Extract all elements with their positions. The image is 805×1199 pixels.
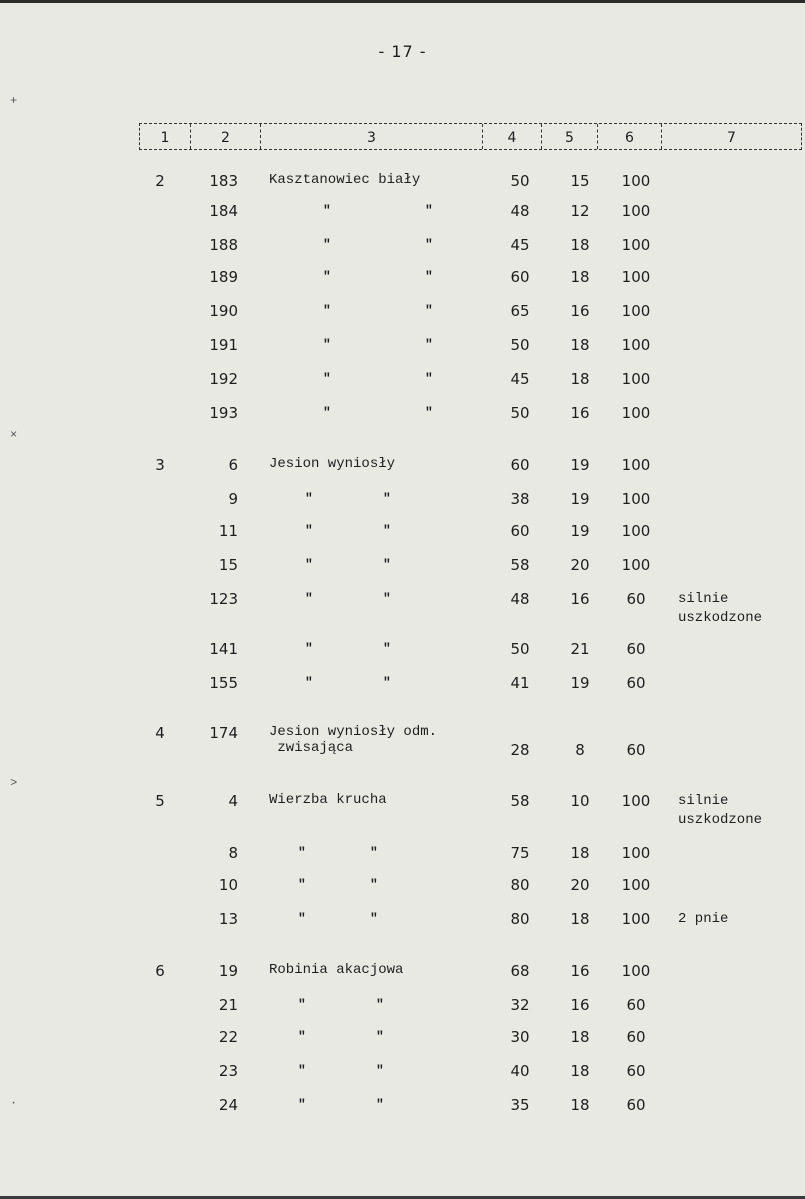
row-col4-value: 60 <box>510 456 530 474</box>
row-col4-value: 28 <box>510 741 530 759</box>
row-tree-number: 8 <box>228 844 238 862</box>
row-col6-value: 100 <box>621 910 651 928</box>
ditto-mark: " <box>298 1097 306 1112</box>
punch-mark: ˃ <box>10 776 18 790</box>
ditto-mark: " <box>425 269 433 284</box>
row-col4-value: 58 <box>510 792 530 810</box>
ditto-mark: " <box>323 337 331 352</box>
row-tree-number: 19 <box>218 962 238 980</box>
ditto-mark: " <box>305 591 313 606</box>
row-col4-value: 48 <box>510 590 530 608</box>
row-tree-number: 192 <box>209 370 238 388</box>
row-col6-value: 100 <box>621 404 651 422</box>
row-col5-value: 18 <box>570 1096 590 1114</box>
row-col6-value: 60 <box>626 640 646 658</box>
ditto-mark: " <box>298 1063 306 1078</box>
ditto-mark: " <box>323 303 331 318</box>
row-col4-value: 50 <box>510 336 530 354</box>
ditto-mark: " <box>298 911 306 926</box>
row-tree-number: 190 <box>209 302 238 320</box>
row-tree-number: 183 <box>209 172 238 190</box>
row-tree-number: 188 <box>209 236 238 254</box>
row-col6-value: 100 <box>621 236 651 254</box>
row-col6-value: 100 <box>621 876 651 894</box>
row-col6-value: 100 <box>621 456 651 474</box>
row-col5-value: 19 <box>570 522 590 540</box>
ditto-mark: " <box>305 675 313 690</box>
row-col5-value: 18 <box>570 1062 590 1080</box>
ditto-mark: " <box>425 405 433 420</box>
row-col5-value: 16 <box>570 996 590 1014</box>
row-col6-value: 100 <box>621 522 651 540</box>
row-col4-value: 32 <box>510 996 530 1014</box>
header-cell-1: 1 <box>140 124 191 149</box>
row-col6-value: 100 <box>621 490 651 508</box>
row-col4-value: 80 <box>510 876 530 894</box>
row-remark: silnie uszkodzone <box>678 793 763 828</box>
row-tree-number: 193 <box>209 404 238 422</box>
row-tree-number: 21 <box>218 996 238 1014</box>
ditto-mark: " <box>376 1029 384 1044</box>
row-group-number: 5 <box>155 792 165 810</box>
row-col4-value: 35 <box>510 1096 530 1114</box>
ditto-mark: " <box>323 269 331 284</box>
ditto-mark: " <box>305 523 313 538</box>
row-col6-value: 60 <box>626 996 646 1014</box>
row-col5-value: 18 <box>570 844 590 862</box>
ditto-mark: " <box>383 591 391 606</box>
row-group-number: 6 <box>155 962 165 980</box>
row-col6-value: 100 <box>621 268 651 286</box>
row-tree-number: 184 <box>209 202 238 220</box>
row-group-number: 3 <box>155 456 165 474</box>
ditto-mark: " <box>425 203 433 218</box>
row-col5-value: 19 <box>570 674 590 692</box>
row-col4-value: 45 <box>510 370 530 388</box>
row-col6-value: 100 <box>621 844 651 862</box>
ditto-mark: " <box>425 337 433 352</box>
ditto-mark: " <box>305 641 313 656</box>
row-col6-value: 60 <box>626 674 646 692</box>
row-species-name: Jesion wyniosły <box>269 456 396 472</box>
ditto-mark: " <box>370 877 378 892</box>
row-col5-value: 18 <box>570 268 590 286</box>
punch-mark: + <box>10 94 18 108</box>
row-col6-value: 100 <box>621 336 651 354</box>
table-header <box>139 123 802 150</box>
ditto-mark: " <box>425 371 433 386</box>
header-cell-4: 4 <box>483 124 542 149</box>
row-col5-value: 18 <box>570 236 590 254</box>
row-group-number: 2 <box>155 172 165 190</box>
ditto-mark: " <box>305 491 313 506</box>
row-col4-value: 48 <box>510 202 530 220</box>
row-col4-value: 50 <box>510 640 530 658</box>
ditto-mark: " <box>323 405 331 420</box>
row-col6-value: 100 <box>621 370 651 388</box>
row-col6-value: 100 <box>621 172 651 190</box>
ditto-mark: " <box>383 675 391 690</box>
row-tree-number: 10 <box>218 876 238 894</box>
row-col6-value: 100 <box>621 792 651 810</box>
ditto-mark: " <box>376 997 384 1012</box>
row-species-name: Wierzba krucha <box>269 792 387 808</box>
ditto-mark: " <box>376 1097 384 1112</box>
row-col4-value: 38 <box>510 490 530 508</box>
row-remark: 2 pnie <box>678 911 729 927</box>
row-col5-value: 16 <box>570 302 590 320</box>
row-col5-value: 18 <box>570 910 590 928</box>
row-tree-number: 4 <box>228 792 238 810</box>
row-tree-number: 141 <box>209 640 238 658</box>
row-tree-number: 191 <box>209 336 238 354</box>
page-top-edge <box>0 0 805 3</box>
header-cell-5: 5 <box>542 124 598 149</box>
row-col5-value: 8 <box>575 741 585 759</box>
ditto-mark: " <box>425 303 433 318</box>
row-tree-number: 24 <box>218 1096 238 1114</box>
row-species-name: Jesion wyniosły odm. zwisająca <box>269 724 438 756</box>
row-col4-value: 50 <box>510 172 530 190</box>
row-col5-value: 16 <box>570 962 590 980</box>
row-tree-number: 23 <box>218 1062 238 1080</box>
row-col6-value: 100 <box>621 556 651 574</box>
row-col6-value: 60 <box>626 590 646 608</box>
row-col4-value: 75 <box>510 844 530 862</box>
ditto-mark: " <box>305 557 313 572</box>
ditto-mark: " <box>383 523 391 538</box>
row-species-name: Kasztanowiec biały <box>269 172 421 188</box>
ditto-mark: " <box>370 845 378 860</box>
row-col6-value: 60 <box>626 741 646 759</box>
row-col6-value: 60 <box>626 1062 646 1080</box>
ditto-mark: " <box>383 641 391 656</box>
punch-mark: · <box>10 1096 18 1110</box>
row-col5-value: 20 <box>570 556 590 574</box>
row-col5-value: 21 <box>570 640 590 658</box>
row-col6-value: 100 <box>621 962 651 980</box>
row-col5-value: 19 <box>570 490 590 508</box>
ditto-mark: " <box>298 845 306 860</box>
ditto-mark: " <box>383 491 391 506</box>
row-col4-value: 40 <box>510 1062 530 1080</box>
row-tree-number: 189 <box>209 268 238 286</box>
row-col5-value: 15 <box>570 172 590 190</box>
header-cell-7: 7 <box>727 130 736 146</box>
row-col5-value: 16 <box>570 404 590 422</box>
row-col5-value: 20 <box>570 876 590 894</box>
header-cell-6: 6 <box>598 124 662 149</box>
row-tree-number: 155 <box>209 674 238 692</box>
row-col6-value: 100 <box>621 202 651 220</box>
row-species-name: Robinia akacjowa <box>269 962 404 978</box>
row-col4-value: 58 <box>510 556 530 574</box>
row-col4-value: 41 <box>510 674 530 692</box>
row-col6-value: 60 <box>626 1028 646 1046</box>
page-number: - 17 - <box>378 42 427 61</box>
row-col4-value: 30 <box>510 1028 530 1046</box>
row-col5-value: 18 <box>570 370 590 388</box>
row-col5-value: 18 <box>570 1028 590 1046</box>
row-col5-value: 16 <box>570 590 590 608</box>
row-col5-value: 19 <box>570 456 590 474</box>
row-col5-value: 10 <box>570 792 590 810</box>
row-tree-number: 13 <box>218 910 238 928</box>
header-cell-2: 2 <box>191 124 261 149</box>
ditto-mark: " <box>323 371 331 386</box>
ditto-mark: " <box>376 1063 384 1078</box>
row-col5-value: 12 <box>570 202 590 220</box>
row-col6-value: 100 <box>621 302 651 320</box>
row-col4-value: 80 <box>510 910 530 928</box>
row-tree-number: 11 <box>218 522 238 540</box>
row-col5-value: 18 <box>570 336 590 354</box>
ditto-mark: " <box>323 203 331 218</box>
ditto-mark: " <box>298 997 306 1012</box>
ditto-mark: " <box>298 877 306 892</box>
ditto-mark: " <box>323 237 331 252</box>
row-tree-number: 174 <box>209 724 238 742</box>
row-tree-number: 22 <box>218 1028 238 1046</box>
row-tree-number: 123 <box>209 590 238 608</box>
header-cell-3: 3 <box>261 124 483 149</box>
row-tree-number: 15 <box>218 556 238 574</box>
punch-mark: × <box>10 428 18 442</box>
row-col4-value: 50 <box>510 404 530 422</box>
row-col4-value: 60 <box>510 522 530 540</box>
row-group-number: 4 <box>155 724 165 742</box>
ditto-mark: " <box>383 557 391 572</box>
row-remark: silnie uszkodzone <box>678 591 763 626</box>
row-col4-value: 65 <box>510 302 530 320</box>
row-tree-number: 9 <box>228 490 238 508</box>
row-col4-value: 45 <box>510 236 530 254</box>
ditto-mark: " <box>298 1029 306 1044</box>
row-col4-value: 60 <box>510 268 530 286</box>
row-col4-value: 68 <box>510 962 530 980</box>
row-col6-value: 60 <box>626 1096 646 1114</box>
ditto-mark: " <box>370 911 378 926</box>
row-tree-number: 6 <box>228 456 238 474</box>
ditto-mark: " <box>425 237 433 252</box>
